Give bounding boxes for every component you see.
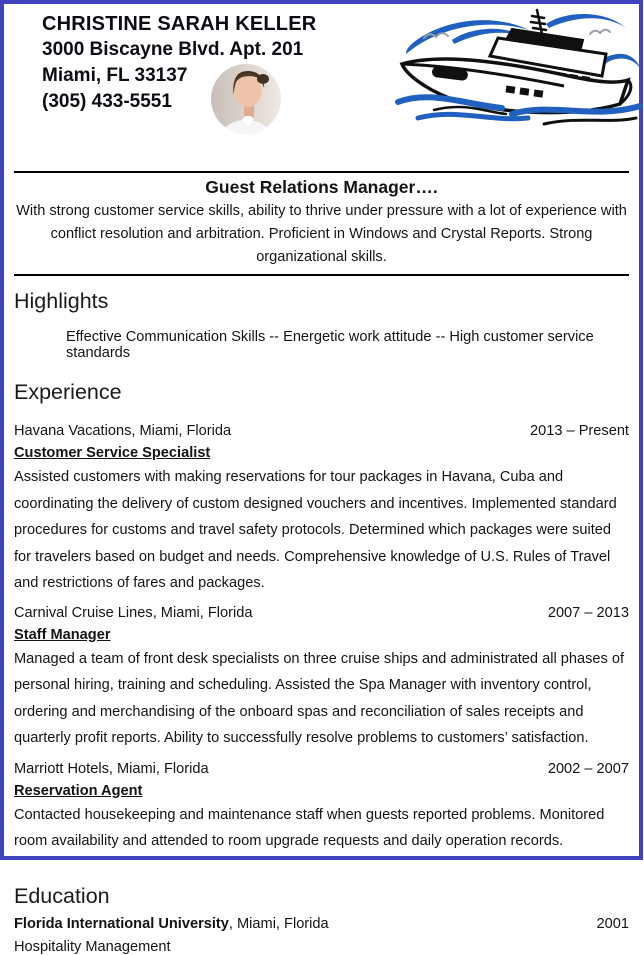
- summary-text: With strong customer service skills, ability to thrive under pressure with a lot of experience with conflict resolution and arbitration. Proficient in Windows and Crystal Reports. Strong organizational skills.: [16, 203, 627, 265]
- job-dates: 2002 – 2007: [547, 760, 629, 777]
- job-role: Customer Service Specialist: [14, 445, 211, 461]
- job-company: Marriott Hotels, Miami, Florida: [14, 760, 209, 777]
- job-header: [14, 422, 629, 441]
- job-header: [14, 760, 629, 779]
- job-role: Reservation Agent: [14, 782, 143, 799]
- education-degree: Hospitality Management: [14, 938, 171, 955]
- header: [4, 4, 639, 171]
- divider-top: [14, 171, 629, 173]
- job-role: Staff Manager: [14, 626, 111, 643]
- person-name: CHRISTINE SARAH KELLER: [42, 13, 317, 35]
- section-heading-highlights: Highlights: [14, 289, 109, 313]
- education-location: , Miami, Florida: [228, 915, 329, 932]
- job-header: [14, 604, 629, 623]
- highlights-text: Effective Communication Skills -- Energetic work attitude -- High customer service standards: [66, 329, 594, 361]
- job-entry: [14, 604, 629, 752]
- resume-objective-title: Guest Relations Manager….: [205, 177, 438, 197]
- portrait-photo-icon: [211, 64, 281, 134]
- job-entry: [14, 760, 629, 855]
- job-dates: 2007 – 2013: [547, 604, 629, 621]
- job-dates: 2013 – Present: [530, 423, 629, 439]
- education-entry: [14, 915, 629, 934]
- education-school-line: [14, 915, 329, 934]
- job-entry: [14, 422, 629, 597]
- phone-number: (305) 433-5551: [42, 91, 172, 112]
- job-description: Managed a team of front desk specialists on three cruise ships and administrated all phases of personal hiring, training and scheduling. Assisted the Spa Manager with inventory control, ordering and merchandising of the onboard spas and reconciliation of sales receipts and quarterly profit reports. Ability to successfully resolve problems to customers’ satisfaction.: [14, 650, 625, 746]
- cruise-ship-icon: [394, 6, 644, 128]
- education-year: 2001: [596, 915, 629, 932]
- section-heading-education: Education: [14, 883, 110, 908]
- section-heading-experience: Experience: [14, 380, 122, 404]
- address-line-2: Miami, FL 33137: [42, 65, 188, 86]
- education-school: Florida International University: [14, 915, 229, 932]
- divider-bottom: [14, 274, 629, 276]
- address-line-1: 3000 Biscayne Blvd. Apt. 201: [42, 39, 304, 60]
- job-company: Havana Vacations, Miami, Florida: [14, 423, 232, 439]
- job-company: Carnival Cruise Lines, Miami, Florida: [14, 604, 253, 621]
- job-description: Contacted housekeeping and maintenance staff when guests reported problems. Monitored room availability and attended to room upgrade requests and daily operation records.: [14, 806, 605, 849]
- job-description: Assisted customers with making reservations for tour packages in Havana, Cuba and coordinating the delivery of custom designed vouchers and incentives. Implemented standard procedures for customs and travel safety protocols. Determined which packages were suited for travelers based on budget and needs. Comprehensive knowledge of U.S. Rules of Travel and restrictions of fares and packages.: [14, 469, 617, 591]
